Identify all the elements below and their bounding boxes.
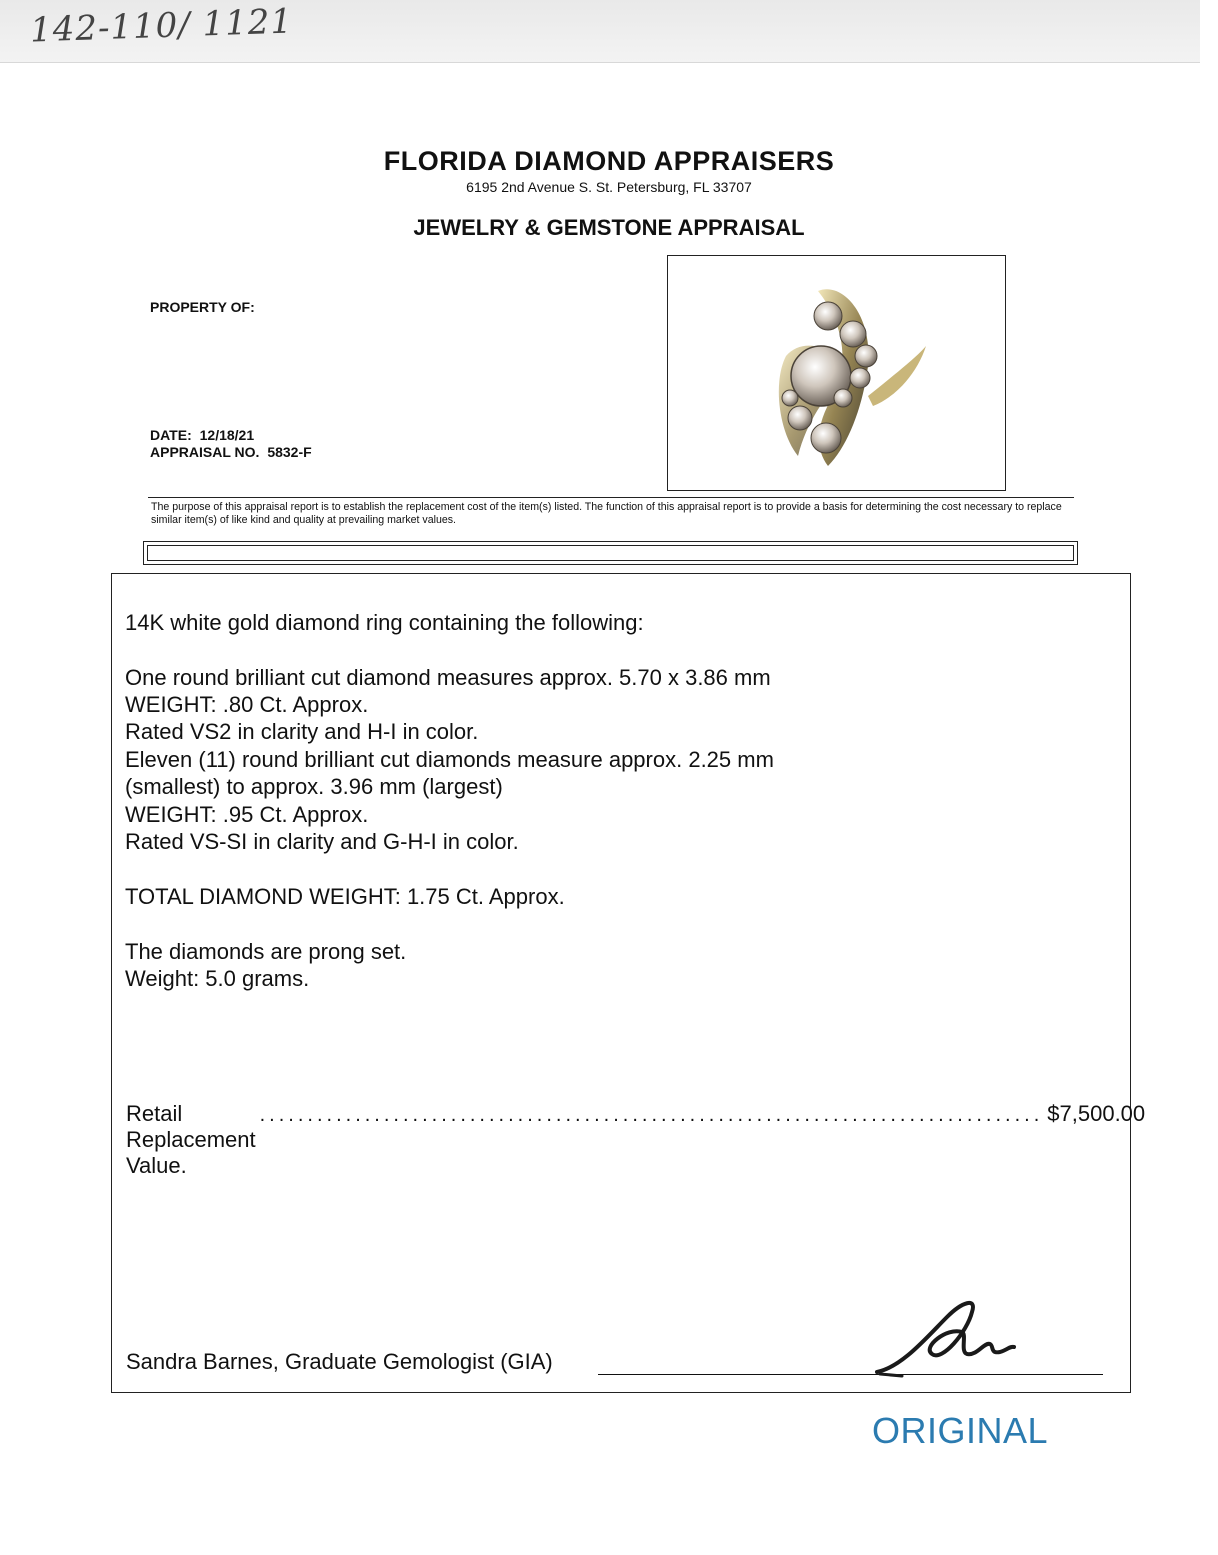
appraisal-number-row bbox=[150, 444, 312, 460]
purpose-divider bbox=[148, 497, 1074, 498]
replacement-value-amount: $7,500.00 bbox=[1047, 1101, 1146, 1126]
description-line: WEIGHT: .95 Ct. Approx. bbox=[125, 802, 369, 827]
original-stamp: ORIGINAL bbox=[872, 1410, 1049, 1451]
scanner-header-strip bbox=[0, 0, 1200, 63]
description-line: Rated VS2 in clarity and H-I in color. bbox=[125, 719, 479, 744]
item-photo-frame bbox=[667, 255, 1006, 491]
date-value: 12/18/21 bbox=[199, 427, 255, 443]
appraiser-name: Sandra Barnes, Graduate Gemologist (GIA) bbox=[126, 1349, 553, 1374]
date-label: DATE: bbox=[150, 427, 192, 443]
description-line: Eleven (11) round brilliant cut diamonds measure approx. 2.25 mm bbox=[125, 747, 774, 772]
handwritten-reference-number: 142-110/ 1121 bbox=[29, 1, 294, 51]
total-diamond-weight: TOTAL DIAMOND WEIGHT: 1.75 Ct. Approx. bbox=[125, 884, 565, 909]
description-intro: 14K white gold diamond ring containing the following: bbox=[125, 610, 644, 635]
company-name: FLORIDA DIAMOND APPRAISERS bbox=[383, 146, 835, 176]
property-of-label: PROPERTY OF: bbox=[150, 299, 255, 315]
description-line: (smallest) to approx. 3.96 mm (largest) bbox=[125, 774, 503, 799]
decorative-double-rule bbox=[143, 541, 1078, 565]
company-address: 6195 2nd Avenue S. St. Petersburg, FL 33707 bbox=[466, 179, 752, 195]
purpose-statement: The purpose of this appraisal report is to establish the replacement cost of the item(s) listed. The function of this appraisal report is to provide a basis for determining the cost necessary to replace similar item(s) of like kind and quality at prevailing market values. bbox=[151, 501, 1062, 526]
description-line: Rated VS-SI in clarity and G-H-I in color. bbox=[125, 829, 519, 854]
date-row bbox=[150, 427, 254, 443]
dot-leader: .................................................................................. bbox=[259, 1104, 1044, 1126]
document-title: JEWELRY & GEMSTONE APPRAISAL bbox=[413, 215, 805, 240]
appraisal-number-value: 5832-F bbox=[267, 444, 312, 460]
appraisal-number-label: APPRAISAL NO. bbox=[150, 444, 260, 460]
handwritten-signature bbox=[872, 1292, 1022, 1382]
diamond-ring-photo bbox=[668, 256, 1004, 489]
item-weight: Weight: 5.0 grams. bbox=[125, 966, 310, 991]
description-line: One round brilliant cut diamond measures approx. 5.70 x 3.86 mm bbox=[125, 665, 771, 690]
replacement-value-row bbox=[126, 1101, 1146, 1179]
replacement-value-label: Retail Replacement Value. bbox=[126, 1101, 256, 1178]
signature-line bbox=[598, 1374, 1103, 1375]
description-line: WEIGHT: .80 Ct. Approx. bbox=[125, 692, 369, 717]
setting-type: The diamonds are prong set. bbox=[125, 939, 407, 964]
